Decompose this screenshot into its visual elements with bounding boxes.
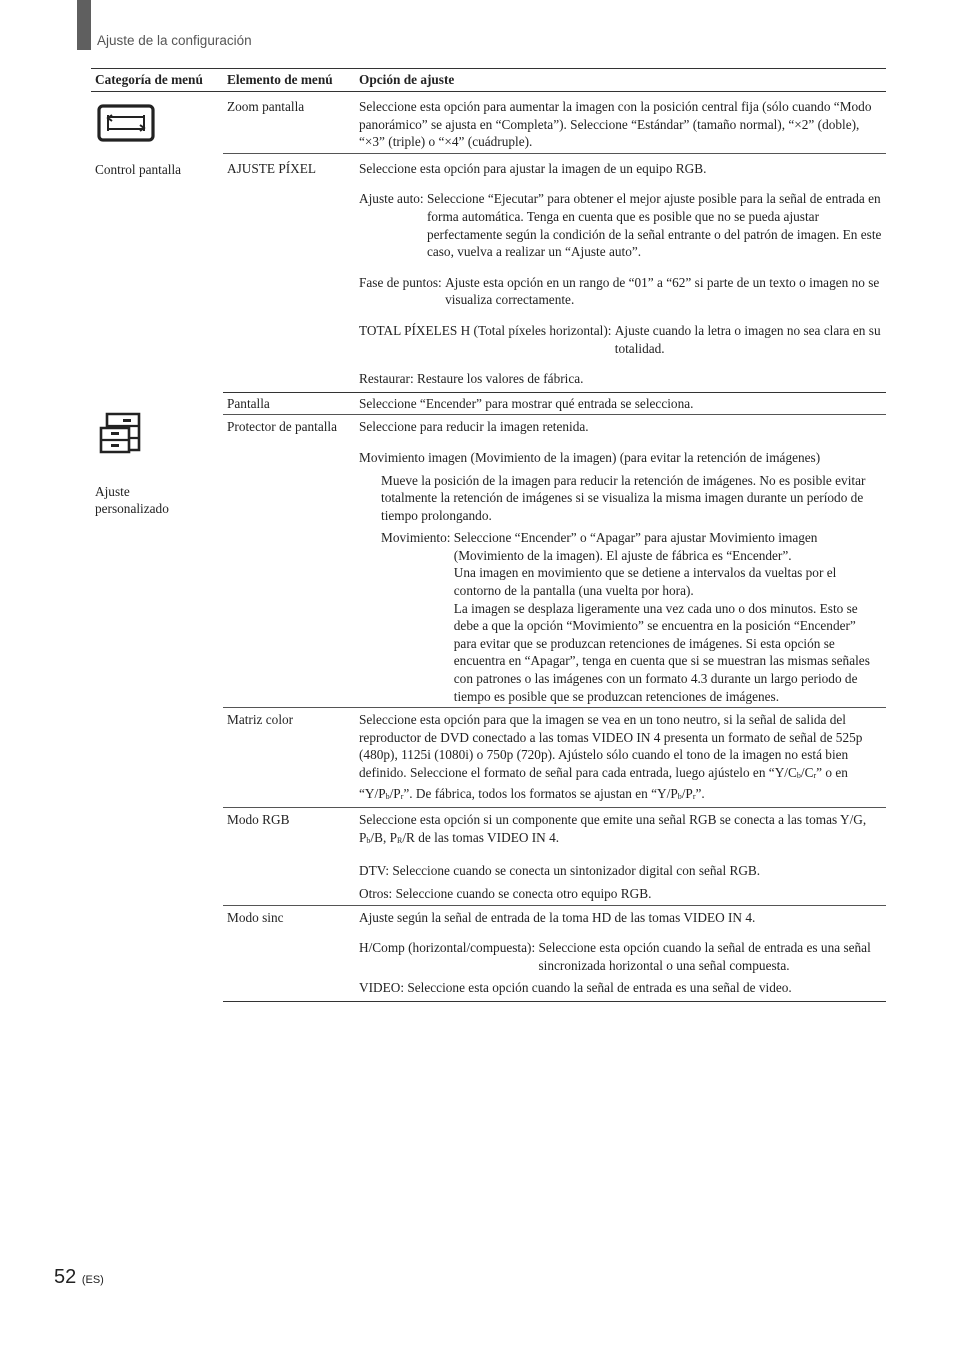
table-row <box>91 392 886 415</box>
option-fase-puntos: Fase de puntos: Ajuste esta opción en un rango de “01” a “62” si parte de un texto o imagen no se visualiza correctamente. <box>359 274 880 308</box>
category-control-pantalla <box>91 92 223 393</box>
option-modo-rgb: Seleccione esta opción si un componente que emite una señal RGB se conecta a las tomas Y/G, $P_b/B$, $P_R/R$ de las tomas VIDEO IN 4. DTV: Seleccione cuando se conecta un sintonizador digital con señal RGB. Otros: Seleccione cuando se conecta otro equipo RGB. <box>355 808 886 905</box>
option-modo-sinc: Ajuste según la señal de entrada de la toma HD de las tomas VIDEO IN 4. H/Comp (horizontal/compuesta): Seleccione esta opción cuando la señal de entrada es una señal sincronizada horizontal o una señal compuesta. VIDEO: Seleccione esta opción cuando la señal de entrada es una señal de video. <box>355 905 886 1001</box>
option-video: VIDEO: Seleccione esta opción cuando la señal de entrada es una señal de video. <box>359 980 792 996</box>
option-movimiento-imagen: Movimiento imagen (Movimiento de la imagen) (para evitar la retención de imágenes) <box>359 449 821 465</box>
settings-table <box>91 68 886 1002</box>
option-matriz-color: Seleccione esta opción para que la imagen se vea en un tono neutro, si la señal de salida del reproductor de DVD conectado a las tomas VIDEO IN 4 presenta un formato de señal de 525p (480p), 1125i (1080i) o 750p (720p). Ajústelo sólo cuando el tono de la imagen no está bien definido. Seleccione el formato de señal para cada entrada, luego ajústelo en “$Y/C_b/C_r$” o en “$Y/P_b/P_r$”. De fábrica, todos los formatos se ajustan en “$Y/P_b/P_r$”. <box>355 708 886 808</box>
menu-item-pantalla: Pantalla <box>223 392 355 415</box>
menu-item-ajuste-pixel: AJUSTE PÍXEL <box>223 153 355 392</box>
column-header-category: Categoría de menú <box>91 69 223 92</box>
option-hcomp: H/Comp (horizontal/compuesta): Seleccione esta opción cuando la señal de entrada es una señal sincronizada horizontal o una señal compuesta. <box>359 940 871 973</box>
option-text: Seleccione esta opción para ajustar la imagen de un equipo RGB. <box>359 160 707 176</box>
option-total-pixeles: TOTAL PÍXELES H (Total píxeles horizontal): Ajuste cuando la letra o imagen no sea clara en su totalidad. <box>359 322 881 356</box>
menu-item-protector-pantalla: Protector de pantalla <box>227 419 338 435</box>
table-header <box>91 69 886 92</box>
option-ajuste-pixel <box>355 153 886 392</box>
section-bar <box>77 0 91 50</box>
menu-item-matriz-color: Matriz color <box>223 708 355 808</box>
category-label: Ajuste personalizado <box>95 483 169 517</box>
option-movimiento: Movimiento: Seleccione “Encender” o “Apagar” para ajustar Movimiento imagen (Movimiento de la imagen). El ajuste de fábrica es “Encender”. Una imagen en movimiento que se detiene a intervalos da vueltas por el contorno de la pantalla (una vuelta por hora). La imagen se desplaza ligeramente una vez cada uno o dos minutos. Esto se debe a que la opción “Movimiento” se encuentra en la posición “Encender” para evitar que se produzcan retenciones de imágenes. Si esta opción se encuentra en “Apagar”, tenga en cuenta que si se muestran las mismas señales con patrones o las imágenes con un formato 4.3 durante un largo periodo de tiempo es posible que se produzcan retenciones de imágenes. <box>381 530 870 704</box>
option-text: Seleccione esta opción para aumentar la imagen con la posición central fija (sólo cuando “Modo panorámico” se ajusta en “Completa”). Seleccione “Estándar” (tamaño normal), “×2” (doble), “×3” (triple) o “×4” (cuádruple). <box>359 99 872 150</box>
option-protector-pantalla: Seleccione para reducir la imagen retenida. Movimiento imagen (Movimiento de la imagen) (para evitar la retención de imágenes) Mueve la posición de la imagen para reducir la retención de imágenes. No es posible evitar totalmente la retención de imágenes si se visualiza la misma imagen durante un período de tiempo prolongando. Movimiento: Seleccione “Encender” o “Apagar” para ajustar Movimiento imagen (Movimiento de la imagen). El ajuste de fábrica es “Encender”. Una imagen en movimiento que se detiene a intervalos da vueltas por el contorno de la pantalla (una vuelta por hora). La imagen se desplaza ligeramente una vez cada uno o dos minutos. Esto se debe a que la opción “Movimiento” se encuentra en la posición “Encender” para evitar que se produzcan retenciones de imágenes. Si esta opción se encuentra en “Apagar”, tenga en cuenta que si se muestran las mismas señales con patrones o las imágenes con un formato 4.3 durante un largo periodo de tiempo es posible que se produzcan retenciones de imágenes. <box>355 415 886 708</box>
column-header-option: Opción de ajuste <box>355 69 886 92</box>
custom-settings-icon <box>99 410 219 461</box>
page-number: 52 (ES) <box>54 1266 104 1288</box>
option-otros: Otros: Seleccione cuando se conecta otro equipo RGB. <box>359 885 652 901</box>
category-label: Control pantalla <box>95 161 182 177</box>
section-title: Ajuste de la configuración <box>97 33 252 48</box>
option-zoom-pantalla <box>355 92 886 154</box>
table-row <box>91 92 886 154</box>
menu-item-modo-rgb: Modo RGB <box>223 808 355 905</box>
page-language: (ES) <box>81 1274 104 1286</box>
option-ajuste-auto: Ajuste auto: Seleccione “Ejecutar” para obtener el mejor ajuste posible para la señal de entrada en forma automática. Tenga en cuenta que es posible que no se pueda ajustar perfectamente según la condición de la señal entrante o del patrón de imagen. En este caso, vuelva a realizar un “Ajuste auto”. <box>359 191 882 260</box>
option-restaurar: Restaurar: Restaure los valores de fábrica. <box>359 371 584 387</box>
option-dtv: DTV: Seleccione cuando se conecta un sintonizador digital con señal RGB. <box>359 863 761 879</box>
category-ajuste-personalizado <box>91 392 223 1001</box>
column-header-item: Elemento de menú <box>223 69 355 92</box>
menu-item-modo-sinc: Modo sinc <box>223 905 355 1001</box>
screen-control-icon <box>97 104 219 149</box>
option-pantalla: Seleccione “Encender” para mostrar qué entrada se selecciona. <box>355 392 886 415</box>
menu-item-zoom-pantalla: Zoom pantalla <box>223 92 355 154</box>
